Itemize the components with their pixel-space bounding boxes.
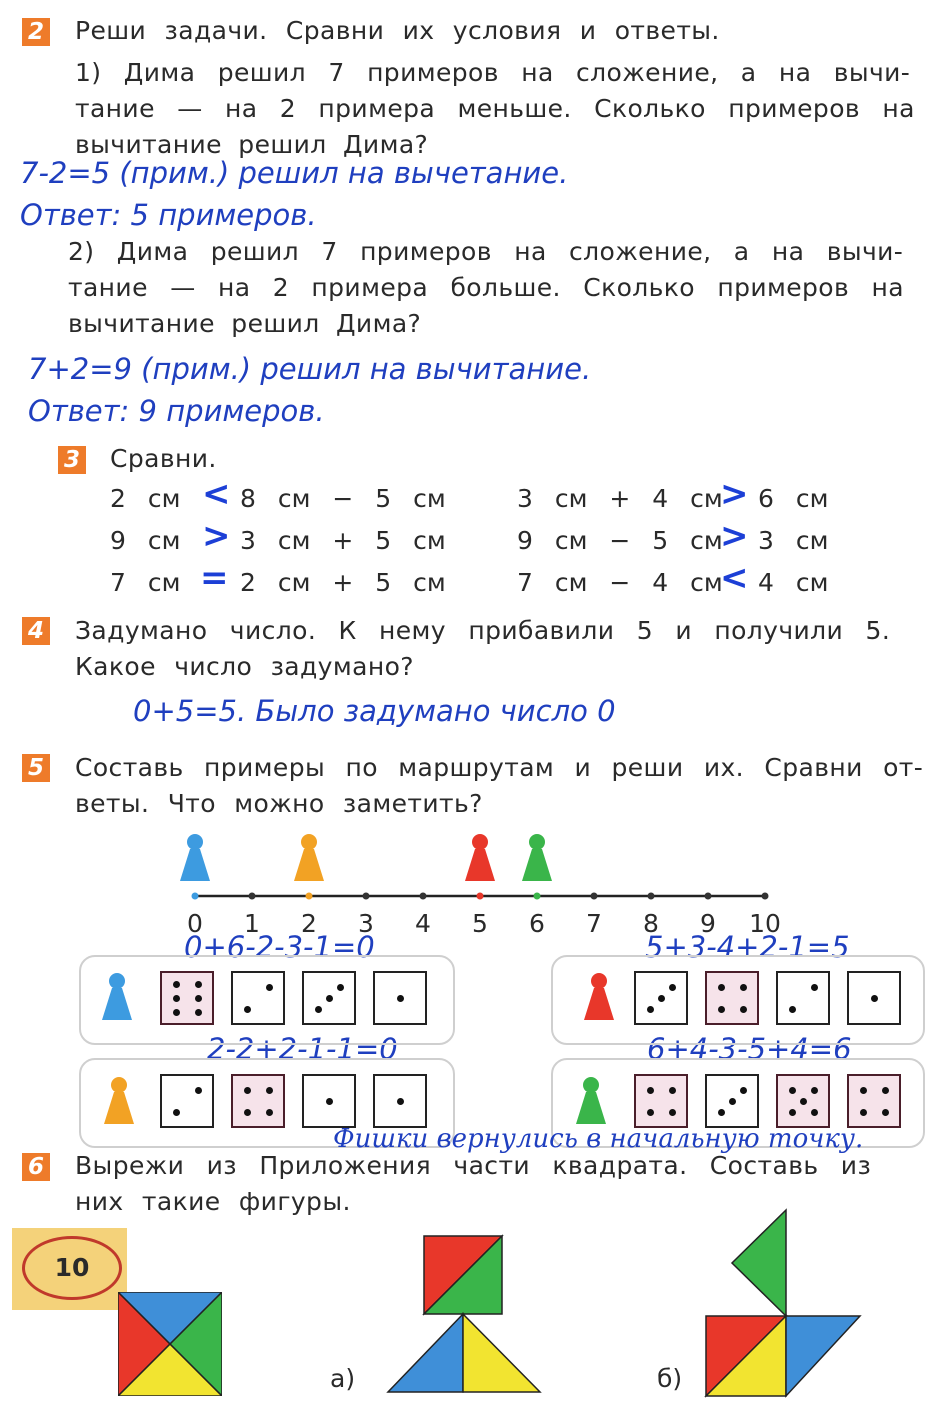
number-line-point [591,893,598,900]
die-3 [705,1074,759,1128]
die-2 [160,1074,214,1128]
tick-label: 8 [643,909,659,938]
task-number-badge: 6 [22,1153,50,1181]
die-1 [302,1074,356,1128]
compare-left: 3 см + 4 см [517,484,723,513]
die-4 [705,971,759,1025]
green-pawn-icon [574,1072,608,1132]
number-line-point [477,893,484,900]
die-2 [231,971,285,1025]
task-number-badge: 3 [58,446,86,474]
number-line-point [762,893,769,900]
compare-sign: > [202,516,231,556]
task2-p1-answer: Ответ: 5 примеров. [20,198,317,232]
tick-label: 1 [244,909,260,938]
figure-b-label: б) [657,1364,683,1393]
compare-left: 9 см − 5 см [517,526,723,555]
compare-left: 9 см [110,526,181,555]
task4-line2: Какое число задумано? [75,652,414,681]
number-line-point [705,893,712,900]
compare-sign: > [720,516,749,556]
die-5 [776,1074,830,1128]
tick-label: 4 [415,909,431,938]
route-equation: 6+4-3-5+4=6 [647,1032,852,1066]
orange-pawn-icon [294,834,324,881]
figure-a [386,1234,542,1396]
compare-right: 2 см + 5 см [240,568,446,597]
number-line-point [534,893,541,900]
compare-sign: < [202,474,231,514]
task-number-badge: 5 [22,754,50,782]
task5-line1: Составь примеры по маршрутам и реши их. Сравни от- [75,753,924,782]
task2-p1-line3: вычитание решил Дима? [75,130,429,159]
task-number-badge: 4 [22,617,50,645]
task5-line2: веты. Что можно заметить? [75,789,483,818]
task2-p1-line1: 1) Дима решил 7 примеров на сложение, а на вычи- [75,58,911,87]
green-pawn-icon [522,834,552,881]
compare-left: 7 см [110,568,181,597]
die-1 [373,971,427,1025]
task6-line1: Вырежи из Приложения части квадрата. Составь из [75,1151,872,1180]
tick-label: 3 [358,909,374,938]
die-2 [776,971,830,1025]
compare-right: 8 см − 5 см [240,484,446,513]
task3-title: Сравни. [110,444,217,473]
task2-p2-line2: тание — на 2 примера больше. Сколько примеров на [68,273,904,302]
die-3 [302,971,356,1025]
compare-right: 4 см [758,568,829,597]
figure-b [704,1208,864,1398]
tick-label: 0 [187,909,203,938]
task2-p2-answer: Ответ: 9 примеров. [28,394,325,428]
task2-p2-line3: вычитание решил Дима? [68,309,422,338]
die-1 [373,1074,427,1128]
number-line-point [249,893,256,900]
task5-note: Фишки вернулись в начальную точку. [333,1124,864,1154]
tick-label: 7 [586,909,602,938]
number-line-point [420,893,427,900]
blue-pawn-icon [180,834,210,881]
compare-left: 7 см − 4 см [517,568,723,597]
square-pieces-figure [118,1292,222,1396]
die-6 [160,971,214,1025]
task2-p1-solution: 7-2=5 (прим.) решил на вычетание. [20,156,569,190]
task2-title: Реши задачи. Сравни их условия и ответы. [75,16,720,45]
task2-p1-line2: тание — на 2 примера меньше. Сколько примеров на [75,94,915,123]
route-equation: 0+6-2-3-1=0 [184,930,375,964]
compare-sign: > [720,474,749,514]
die-4 [231,1074,285,1128]
number-line-point [648,893,655,900]
die-4 [634,1074,688,1128]
compare-sign: < [720,558,749,598]
red-pawn-icon [582,968,616,1028]
die-1 [847,971,901,1025]
compare-left: 2 см [110,484,181,513]
tick-label: 10 [749,909,781,938]
number-line-point [192,893,199,900]
number-line-point [306,893,313,900]
compare-right: 3 см [758,526,829,555]
figure-a-label: а) [330,1364,356,1393]
number-line [160,826,800,940]
task2-p2-line1: 2) Дима решил 7 примеров на сложение, а на вычи- [68,237,904,266]
die-4 [847,1074,901,1128]
task6-line2: них такие фигуры. [75,1187,351,1216]
task4-answer: 0+5=5. Было задумано число 0 [133,694,616,728]
die-3 [634,971,688,1025]
number-line-point [363,893,370,900]
tick-label: 6 [529,909,545,938]
compare-sign: = [200,558,229,598]
blue-pawn-icon [100,968,134,1028]
orange-pawn-icon [102,1072,136,1132]
route-equation: 5+3-4+2-1=5 [645,930,850,964]
page-number: 10 [22,1236,122,1300]
compare-right: 6 см [758,484,829,513]
compare-right: 3 см + 5 см [240,526,446,555]
task4-line1: Задумано число. К нему прибавили 5 и получили 5. [75,616,891,645]
route-equation: 2-2+2-1-1=0 [207,1032,398,1066]
tick-label: 2 [301,909,317,938]
tick-label: 9 [700,909,716,938]
tick-label: 5 [472,909,488,938]
task-number-badge: 2 [22,18,50,46]
task2-p2-solution: 7+2=9 (прим.) решил на вычитание. [28,352,592,386]
red-pawn-icon [465,834,495,881]
